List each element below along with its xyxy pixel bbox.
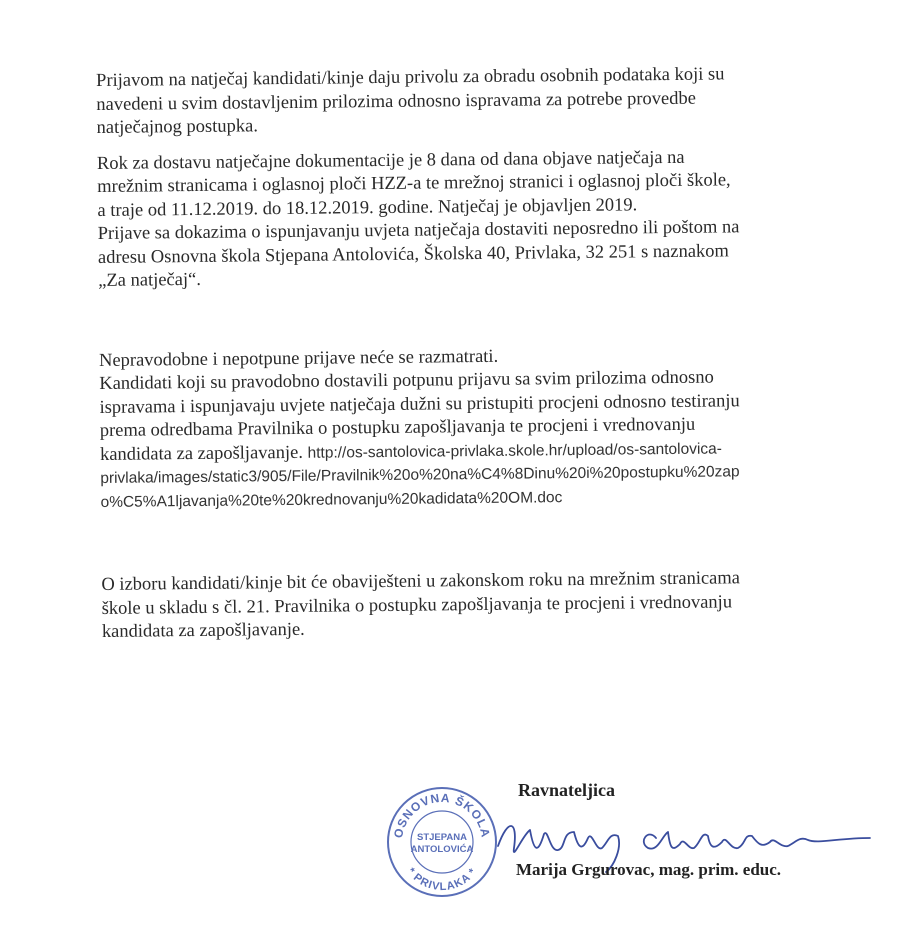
text-line: „Za natječaj“. bbox=[98, 269, 202, 291]
text-line: Rok za dostavu natječajne dokumentacije je 8 dana od dana objave natječaja na bbox=[96, 147, 685, 174]
stamp-ring-text: OSNOVNA ŠKOLA bbox=[391, 790, 493, 840]
signature-block bbox=[378, 768, 898, 908]
text-line: a traje od 11.12.2019. do 18.12.2019. godine. Natječaj je objavljen 2019. bbox=[97, 194, 638, 221]
paragraph-deadline bbox=[97, 145, 858, 294]
signatory-role: Ravnateljica bbox=[518, 780, 615, 800]
text-line: natječajnog postupka. bbox=[96, 116, 259, 138]
text-line: prema odredbama Pravilnika o postupku zapošljavanja te procjeni i vrednovanju bbox=[99, 414, 696, 441]
text-line: ispravama i ispunjavaju uvjete natječaja dužni su pristupiti procjeni odnosno testiranju bbox=[99, 390, 740, 418]
text-line: mrežnim stranicama i oglasnoj ploči HZZ-a te mrežnoj stranici i oglasnoj ploči škole, bbox=[97, 170, 731, 197]
text-line: škole u skladu s čl. 21. Pravilnika o postupku zapošljavanja te procjeni i vrednovanju bbox=[101, 591, 733, 619]
stamp-center-line2: ANTOLOVIĆA bbox=[410, 844, 474, 855]
paragraph-privacy-consent bbox=[96, 62, 857, 140]
regulation-link-continued[interactable]: o%C5%A1ljavanja%20te%20krednovanju%20kadidata%20OM.doc bbox=[100, 488, 563, 511]
stamp-bottom-text: * PRIVLAKA * bbox=[404, 865, 480, 894]
text-line: kandidata za zapošljavanje. bbox=[101, 619, 305, 642]
text-line: Prijavom na natječaj kandidati/kinje daju privolu za obradu osobnih podataka koji su bbox=[96, 64, 725, 91]
paragraph-testing bbox=[99, 342, 861, 514]
signatory-name: Marija Grgurovac, mag. prim. educ. bbox=[516, 860, 782, 879]
text-line: navedeni u svim dostavljenim prilozima odnosno ispravama za potrebe provedbe bbox=[96, 88, 696, 115]
text-fragment: kandidata za zapošljavanje. bbox=[99, 442, 304, 465]
text-line: O izboru kandidati/kinje bit će obaviješteni u zakonskom roku na mrežnim stranicama bbox=[101, 568, 741, 595]
text-line: Kandidati koji su pravodobno dostavili potpunu prijavu sa svim prilozima odnosno bbox=[99, 367, 714, 394]
paragraph-selection-notice bbox=[101, 566, 862, 644]
document-body bbox=[96, 62, 862, 656]
regulation-link[interactable]: http://os-santolovica-privlaka.skole.hr/upload/os-santolovica- bbox=[307, 439, 723, 462]
text-line: adresu Osnovna škola Stjepana Antolovića, Školska 40, Privlaka, 32 251 s naznakom bbox=[97, 240, 729, 268]
text-line: Prijave sa dokazima o ispunjavanju uvjeta natječaja dostaviti neposredno ili poštom na bbox=[97, 217, 740, 244]
stamp-center-line1: STJEPANA bbox=[417, 832, 467, 843]
text-line: Nepravodobne i nepotpune prijave neće se razmatrati. bbox=[98, 346, 499, 371]
regulation-link-continued[interactable]: privlaka/images/static3/905/File/Pravilnik%20o%20na%C4%8Dinu%20i%20postupku%20zap bbox=[100, 463, 740, 487]
